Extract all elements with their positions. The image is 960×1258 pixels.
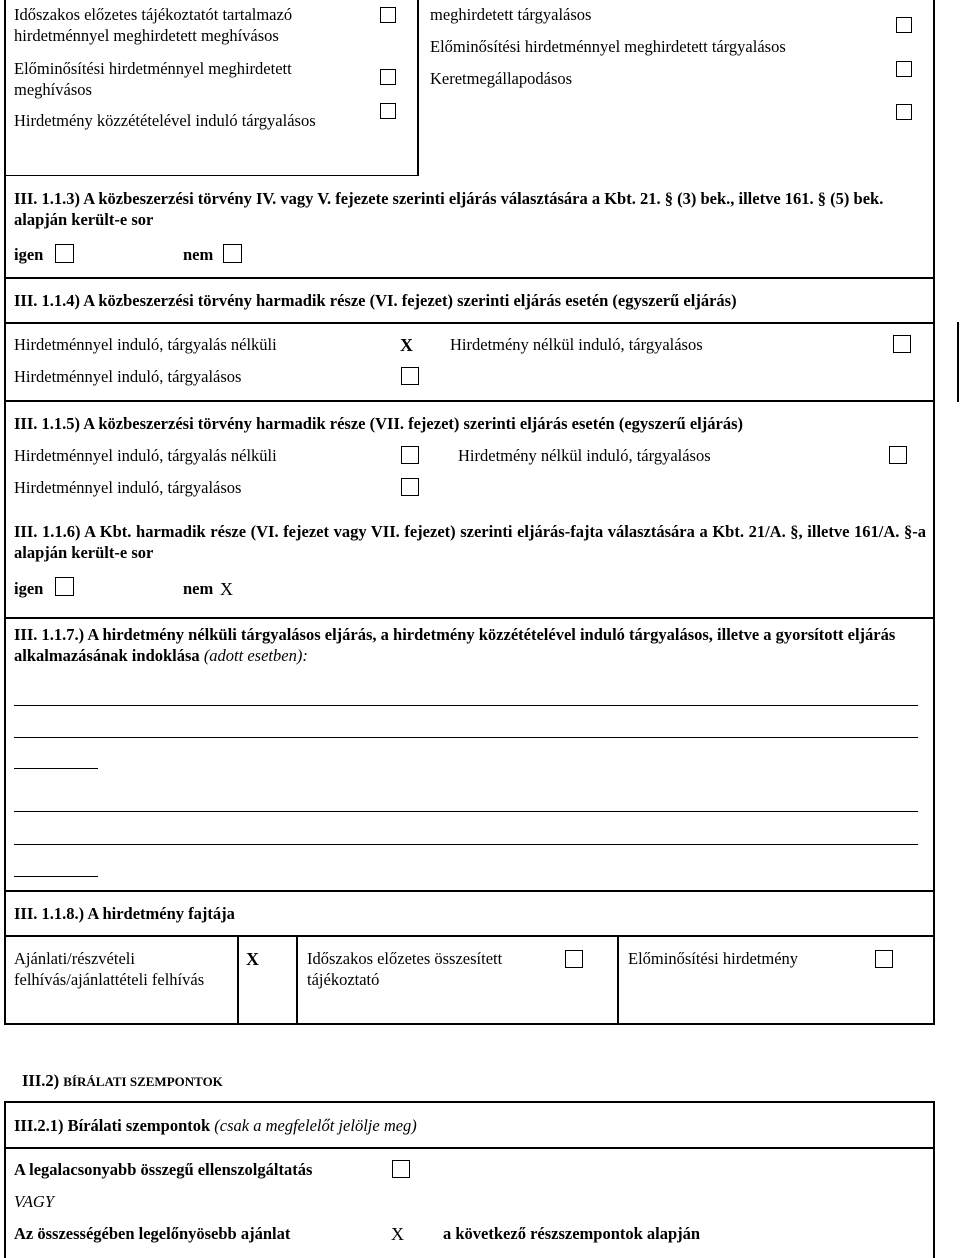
- rule-113: [4, 277, 935, 279]
- s116-yes-checkbox[interactable]: [55, 577, 74, 596]
- s115-option-1-checkbox[interactable]: [401, 446, 419, 464]
- top-right-checkbox-1[interactable]: [896, 17, 912, 33]
- s113-no-checkbox[interactable]: [223, 244, 242, 263]
- s118-option-2: Időszakos előzetes összesített tájékoztató: [307, 949, 503, 989]
- s113-yes-label: igen: [14, 245, 44, 264]
- s117-answer-line-6[interactable]: [14, 876, 98, 877]
- s117-answer-line-3[interactable]: [14, 768, 98, 769]
- s114-option-3-checkbox[interactable]: [401, 367, 419, 385]
- s321-or: VAGY: [14, 1192, 55, 1211]
- top-left-option-2: Előminősítési hirdetménnyel meghirdetett meghívásos: [14, 59, 292, 99]
- s118-heading: III. 1.1.8.) A hirdetmény fajtája: [14, 904, 235, 923]
- top-right-option-1: meghirdetett tárgyalásos: [430, 5, 592, 24]
- s321-heading-line: [14, 1115, 417, 1137]
- s113-heading: III. 1.1.3) A közbeszerzési törvény IV. vagy V. fejezete szerinti eljárás választására a Kbt. 21. § (3) bek., illetve 161. § (5) bek. alapján került-e sor: [14, 189, 884, 229]
- top-bottom-rule: [5, 175, 418, 176]
- col-118-2: [296, 935, 298, 1025]
- s113-yes-checkbox[interactable]: [55, 244, 74, 263]
- s118-option-1: Ajánlati/részvételi felhívás/ajánlattételi felhívás: [14, 949, 205, 989]
- rule-114b: [4, 400, 935, 402]
- s117-heading: [14, 624, 926, 666]
- s321-option-1-checkbox[interactable]: [392, 1160, 410, 1178]
- s321-option-1: A legalacsonyabb összegű ellenszolgáltatás: [14, 1160, 313, 1179]
- s117-answer-line-5[interactable]: [14, 844, 918, 845]
- rule-116: [4, 617, 935, 619]
- s115-option-2: Hirdetmény nélkül induló, tárgyalásos: [458, 446, 711, 465]
- col-118-3: [617, 935, 619, 1025]
- s321-option-2-mark[interactable]: X: [391, 1224, 404, 1244]
- s32-title: BÍRÁLATI SZEMPONTOK: [63, 1074, 223, 1089]
- rule-118b: [4, 1023, 935, 1025]
- s117-answer-line-1[interactable]: [14, 705, 918, 706]
- s117-answer-line-4[interactable]: [14, 811, 918, 812]
- s114-heading: III. 1.1.4) A közbeszerzési törvény harmadik része (VI. fejezet) szerinti eljárás esetén (egyszerű eljárás): [14, 291, 737, 310]
- s116-heading: III. 1.1.6) A Kbt. harmadik része (VI. fejezet vagy VII. fejezet) szerinti eljárás-fajta választására a Kbt. 21/A. §, illetve 161/A. §-a alapján került-e sor: [14, 522, 926, 562]
- s118-option-2-checkbox[interactable]: [565, 950, 583, 968]
- s114-option-1-mark[interactable]: X: [400, 335, 413, 355]
- s115-option-3: Hirdetménnyel induló, tárgyalásos: [14, 478, 242, 497]
- s115-option-2-checkbox[interactable]: [889, 446, 907, 464]
- s114-option-2-checkbox[interactable]: [893, 335, 911, 353]
- s115-heading: III. 1.1.5) A közbeszerzési törvény harmadik része (VII. fejezet) szerinti eljárás esetén (egyszerű eljárás): [14, 414, 743, 433]
- col-118-1: [237, 935, 239, 1025]
- top-left-checkbox-3[interactable]: [380, 103, 396, 119]
- s321-option-2-suffix: a következő részszempontok alapján: [443, 1224, 701, 1243]
- s116-yes-label: igen: [14, 579, 44, 598]
- s114-option-1: Hirdetménnyel induló, tárgyalás nélküli: [14, 335, 277, 354]
- s114-option-2: Hirdetmény nélkül induló, tárgyalásos: [450, 335, 703, 354]
- s118-option-1-mark[interactable]: X: [246, 949, 259, 969]
- s113-no-label: nem: [183, 245, 214, 264]
- rule-114a: [4, 322, 935, 324]
- s115-option-3-checkbox[interactable]: [401, 478, 419, 496]
- top-right-option-3: Keretmegállapodásos: [430, 69, 573, 88]
- top-right-checkbox-2[interactable]: [896, 61, 912, 77]
- s32-prefix: III.2): [22, 1071, 64, 1090]
- top-left-option-3: Hirdetmény közzétételével induló tárgyalásos: [14, 111, 316, 130]
- s117-heading-text: III. 1.1.7.) A hirdetmény nélküli tárgyalásos eljárás, a hirdetmény közzétételével induló tárgyalásos, illetve a gyorsított eljárás alkalmazásának indoklása: [14, 625, 896, 665]
- s116-no-label: nem: [183, 579, 214, 598]
- s321-option-2: Az összességében legelőnyösebb ajánlat: [14, 1224, 291, 1243]
- top-right-option-2: Előminősítési hirdetménnyel meghirdetett tárgyalásos: [430, 37, 786, 56]
- rule-32: [4, 1101, 935, 1103]
- s116-no-mark[interactable]: X: [220, 579, 233, 599]
- top-divider: [417, 0, 419, 176]
- s118-option-3: Előminősítési hirdetmény: [628, 949, 799, 968]
- top-left-checkbox-2[interactable]: [380, 69, 396, 85]
- s118-option-3-checkbox[interactable]: [875, 950, 893, 968]
- rule-118a: [4, 935, 935, 937]
- s114-option-3: Hirdetménnyel induló, tárgyalásos: [14, 367, 242, 386]
- frame-right: [933, 0, 935, 1025]
- frame-bottom-right: [933, 1101, 935, 1258]
- s117-heading-note: (adott esetben):: [203, 646, 308, 665]
- s115-option-1: Hirdetménnyel induló, tárgyalás nélküli: [14, 446, 277, 465]
- frame-bottom-left: [4, 1101, 6, 1258]
- top-left-option-1: Időszakos előzetes tájékoztatót tartalmazó hirdetménnyel meghirdetett meghívásos: [14, 5, 293, 45]
- s321-note: (csak a megfelelőt jelölje meg): [214, 1116, 417, 1135]
- s32-heading: [22, 1070, 223, 1093]
- rule-117: [4, 890, 935, 892]
- rule-321: [4, 1147, 935, 1149]
- s117-answer-line-2[interactable]: [14, 737, 918, 738]
- frame-left: [4, 0, 6, 1025]
- top-right-checkbox-3[interactable]: [896, 104, 912, 120]
- top-left-checkbox-1[interactable]: [380, 7, 396, 23]
- s321-heading: III.2.1) Bírálati szempontok: [14, 1116, 211, 1135]
- margin-mark: [957, 322, 959, 402]
